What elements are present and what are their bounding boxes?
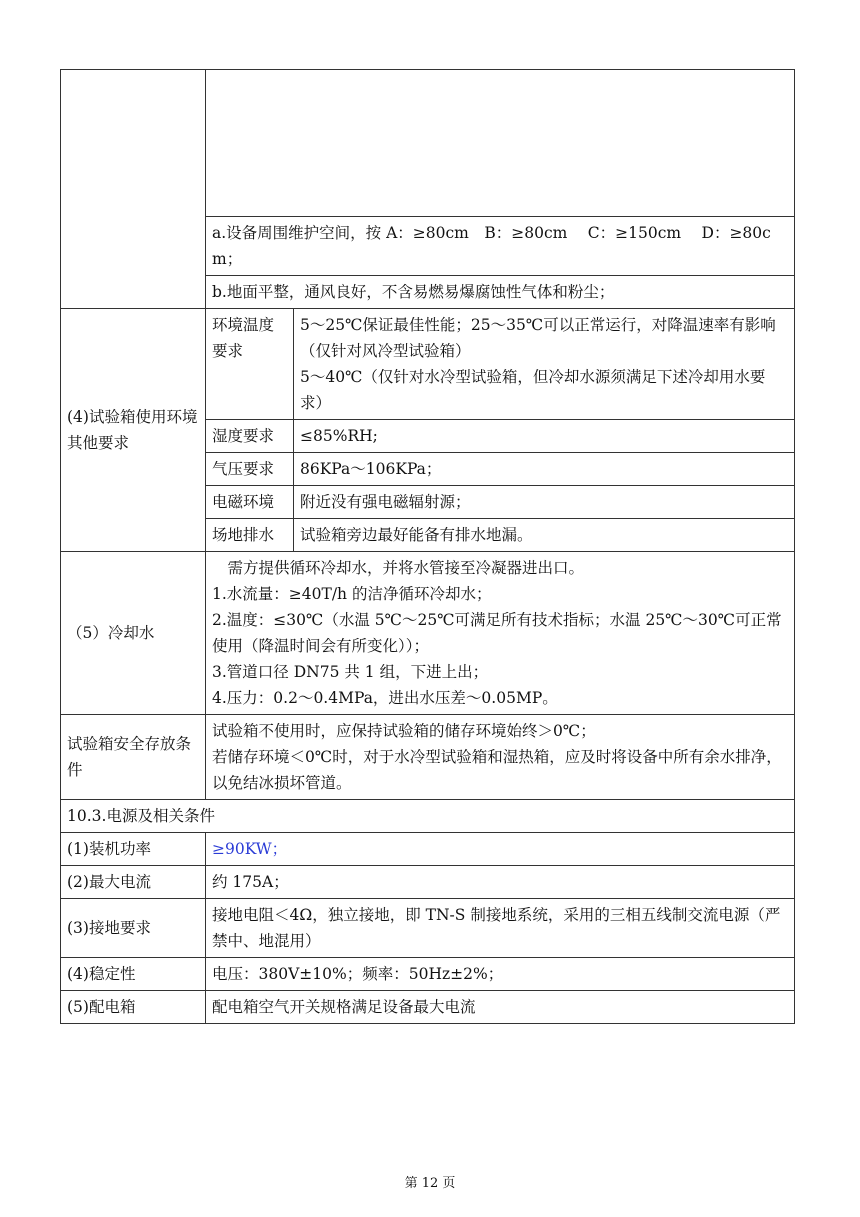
cooling-label: （5）冷却水 bbox=[61, 552, 206, 715]
table-row bbox=[61, 833, 795, 866]
storage-line-2: 若储存环境＜0℃时，对于水冷型试验箱和湿热箱，应及时将设备中所有余水排净，以免结冰损坏管道。 bbox=[212, 748, 782, 792]
stability-value: 电压：380V±10%；频率：50Hz±2%； bbox=[206, 958, 795, 991]
table-row bbox=[61, 866, 795, 899]
pressure-value: 86KPa～106KPa； bbox=[294, 453, 795, 486]
em-value: 附近没有强电磁辐射源； bbox=[294, 486, 795, 519]
table-row bbox=[61, 800, 795, 833]
temp-line-2: 5～40℃（仅针对水冷型试验箱，但冷却水源须满足下述冷却用水要求） bbox=[300, 368, 766, 412]
table-row bbox=[61, 958, 795, 991]
cooling-value bbox=[206, 552, 795, 715]
temp-value bbox=[294, 309, 795, 420]
grounding-label: (3)接地要求 bbox=[61, 899, 206, 958]
grounding-value: 接地电阻＜4Ω，独立接地，即 TN-S 制接地系统，采用的三相五线制交流电源（严禁中、地混用） bbox=[206, 899, 795, 958]
temp-label: 环境温度要求 bbox=[206, 309, 294, 420]
distribution-box-value: 配电箱空气开关规格满足设备最大电流 bbox=[206, 991, 795, 1024]
storage-label: 试验箱安全存放条件 bbox=[61, 715, 206, 800]
floor-text: b.地面平整，通风良好，不含易燃易爆腐蚀性气体和粉尘； bbox=[206, 276, 795, 309]
cooling-line-4: 4.压力：0.2～0.4MPa，进出水压差～0.05MP。 bbox=[212, 689, 558, 707]
maintenance-space-text: a.设备周围维护空间，按 A：≥80cm B：≥80cm C：≥150cm D：≥80cm； bbox=[206, 217, 795, 276]
humidity-value: ≤85%RH; bbox=[294, 420, 795, 453]
cooling-line-3: 3.管道口径 DN75 共 1 组，下进上出； bbox=[212, 663, 489, 681]
cooling-line-0: 需方提供循环冷却水，并将水管接至冷凝器进出口。 bbox=[227, 559, 585, 577]
env-label: (4)试验箱使用环境其他要求 bbox=[61, 309, 206, 552]
current-label: (2)最大电流 bbox=[61, 866, 206, 899]
blank-cell bbox=[206, 70, 795, 217]
cooling-line-2: 2.温度：≤30℃（水温 5℃～25℃可满足所有技术指标；水温 25℃～30℃可正常使用（降温时间会有所变化））； bbox=[212, 611, 782, 655]
power-section-header: 10.3.电源及相关条件 bbox=[61, 800, 795, 833]
table-row bbox=[61, 715, 795, 800]
stability-label: (4)稳定性 bbox=[61, 958, 206, 991]
distribution-box-label: (5)配电箱 bbox=[61, 991, 206, 1024]
storage-value bbox=[206, 715, 795, 800]
drain-label: 场地排水 bbox=[206, 519, 294, 552]
blank-cell bbox=[61, 70, 206, 309]
temp-line-1: 5～25℃保证最佳性能；25～35℃可以正常运行，对降温速率有影响（仅针对风冷型试验箱） bbox=[300, 316, 776, 360]
table-row bbox=[61, 552, 795, 715]
table-row bbox=[61, 899, 795, 958]
storage-line-1: 试验箱不使用时，应保持试验箱的储存环境始终＞0℃； bbox=[212, 722, 596, 740]
table-row bbox=[61, 309, 795, 420]
humidity-label: 湿度要求 bbox=[206, 420, 294, 453]
table-row bbox=[61, 991, 795, 1024]
em-label: 电磁环境 bbox=[206, 486, 294, 519]
table-row bbox=[61, 70, 795, 217]
pressure-label: 气压要求 bbox=[206, 453, 294, 486]
current-value: 约 175A； bbox=[206, 866, 795, 899]
power-value: ≥90KW； bbox=[206, 833, 795, 866]
page-number: 第 12 页 bbox=[404, 1176, 456, 1191]
requirements-table bbox=[60, 69, 795, 1024]
drain-value: 试验箱旁边最好能备有排水地漏。 bbox=[294, 519, 795, 552]
cooling-line-1: 1.水流量：≥40T/h 的洁净循环冷却水； bbox=[212, 585, 492, 603]
power-label: (1)装机功率 bbox=[61, 833, 206, 866]
